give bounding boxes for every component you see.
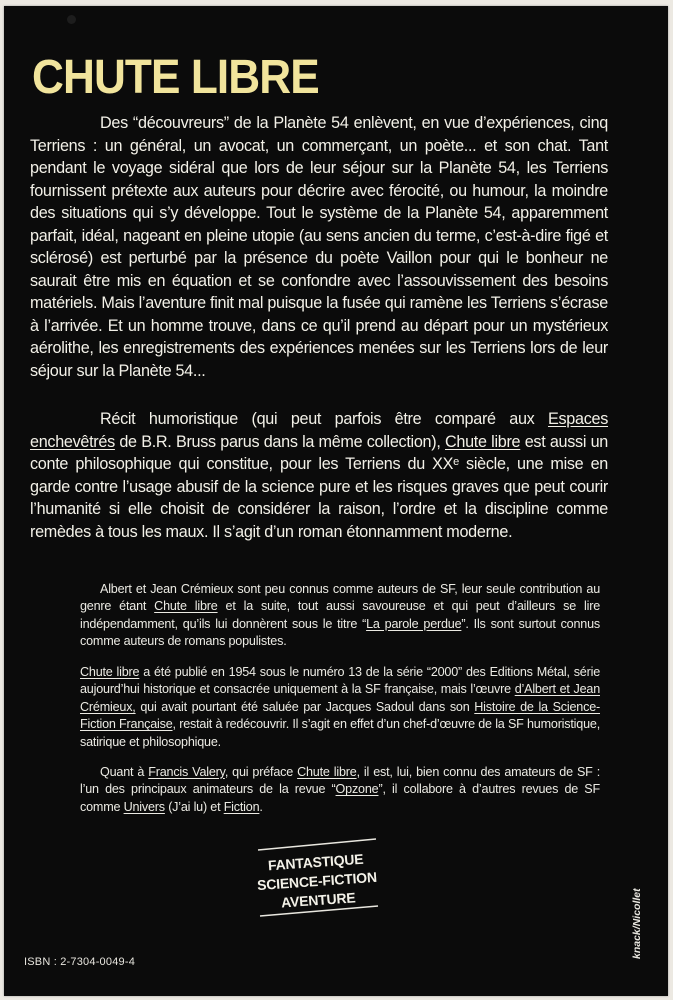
preface-author-paragraph: Quant à Francis Valery, qui préface Chute libre, il est, lui, bien connu des amateurs de SF : l’un des principaux animateurs de la revue “Opzone”, il collabore à d’autres revues de SF comme Univers (J’ai lu) et Fiction. bbox=[80, 765, 600, 814]
summary-paragraph-1: Des “découvreurs” de la Planète 54 enlèvent, en vue d’expériences, cinq Terriens : un général, un avocat, un commerçant, un poète... et son chat. Tant pendant le voyage sidéral que lors de leur séjour sur la Planète 54, les Terriens fournissent prétexte aux auteurs pour décrire avec férocité, ou humour, la moindre des situations qui s’y développe. Tout le système de la Planète 54, apparemment parfait, idéal, nageant en pleine utopie (au sens ancien du terme, c’est-à-dire figé et sclérosé) est perturbé par la présence du poète Vaillon pour qui le bonheur ne saurait être mis en équation et se confondre avec l’assouvissement des besoins matériels. Mais l’aventure finit mal puisque la fusée qui ramène les Terriens s’écrase à l’arrivée. Et un homme trouve, dans ce qu’il prend au départ pour un mystérieux aérolithe, les enregistrements des expériences menées sur les Terriens lors de leur séjour sur la Planète 54... bbox=[30, 114, 608, 380]
back-cover bbox=[4, 6, 668, 996]
genre-science-fiction: SCIENCE-FICTION bbox=[256, 868, 378, 894]
genre-badge bbox=[252, 836, 382, 918]
ref-espaces-enchevetres: Espaces enchevêtrés bbox=[30, 410, 608, 451]
about-authors-paragraph: Albert et Jean Crémieux sont peu connus comme auteurs de SF, leur seule contribution au genre étant Chute libre et la suite, tout aussi savoureuse et qui peut d’ailleurs se lire indépendamment, qu’ils lui donnèrent sous le titre “La parole perdue”. Ils sont surtout connus comme auteurs de romans populistes. bbox=[80, 582, 600, 649]
ref-chute-libre: Chute libre bbox=[445, 432, 521, 451]
isbn: ISBN : 2-7304-0049-4 bbox=[24, 956, 136, 968]
genre-list bbox=[250, 849, 384, 915]
publication-history-paragraph: Chute libre a été publié en 1954 sous le numéro 13 de la série “2000” des Editions Métal, série aujourd’hui historique et consacrée uniquement à la SF française, mais l’œuvre d’Albert et Jean Crémieux, qui avait pourtant été saluée par Jacques Sadoul dans son Histoire de la Science-Fiction Française, restait à redécouvrir. Il s’agit en effet d’un chef-d’œuvre de la SF humoristique, satirique et philosophique. bbox=[80, 665, 601, 749]
cover-credit: knack/Nicollet bbox=[631, 888, 643, 959]
punch-hole bbox=[67, 15, 76, 24]
genre-fantastique: FANTASTIQUE bbox=[267, 850, 364, 874]
summary-paragraph-2: Récit humoristique (qui peut parfois être comparé aux Espaces enchevêtrés de B.R. Bruss parus dans la même collection), Chute libre est aussi un conte philosophique qui constitue, pour les Terriens du XXᵉ siècle, une mise en garde contre l’usage abusif de la science pure et les risques graves que peut courir l’humanité si elle choisit de considérer la raison, l’ordre et la discipline comme remèdes à tous les maux. Il s’agit d’un roman étonnamment moderne. bbox=[30, 410, 609, 541]
genre-aventure: AVENTURE bbox=[280, 889, 356, 911]
book-title: CHUTE LIBRE bbox=[32, 51, 319, 104]
